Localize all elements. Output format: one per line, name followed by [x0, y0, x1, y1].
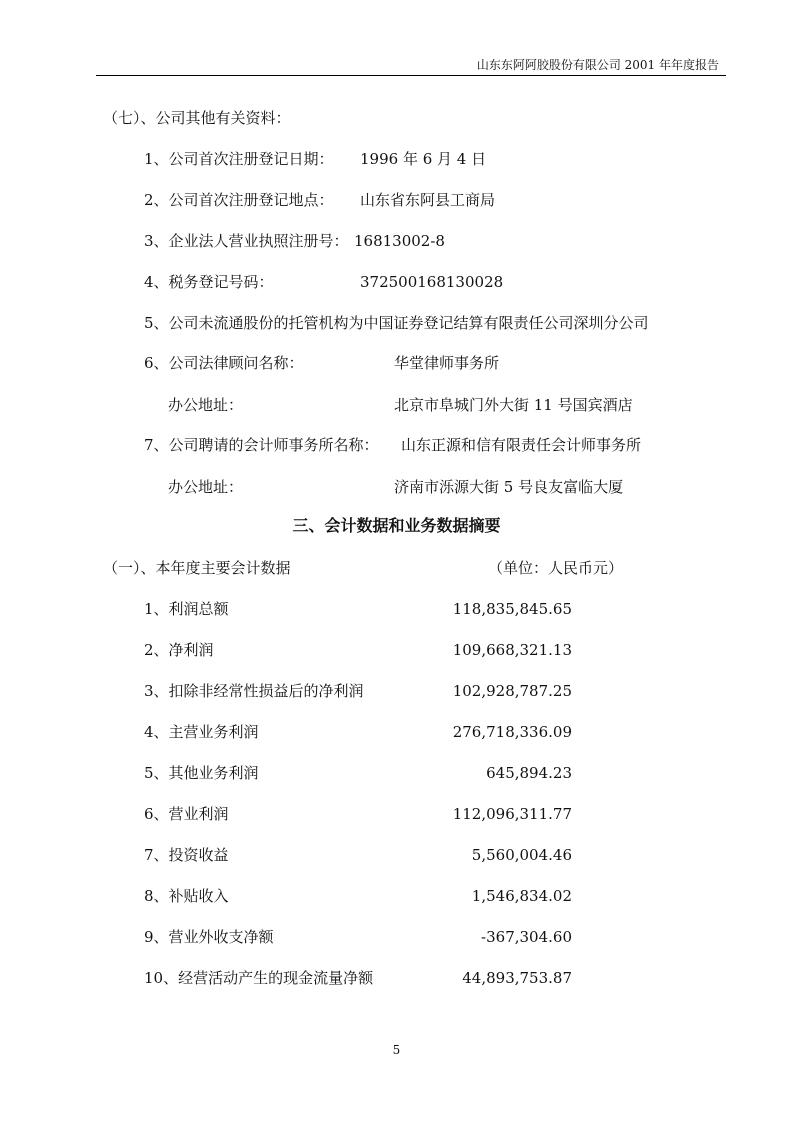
info-value-accounting-firm-address: 济南市泺源大街 5 号良友富临大厦 [394, 478, 624, 496]
data-value-operating-cash-flow: 44,893,753.87 [462, 969, 572, 987]
data-label-subsidy-income: 8、补贴收入 [144, 887, 229, 905]
info-value-accounting-firm: 山东正源和信有限责任会计师事务所 [401, 436, 642, 454]
data-value-investment-income: 5,560,004.46 [471, 846, 572, 864]
info-value-registration-date: 1996 年 6 月 4 日 [360, 150, 487, 168]
data-label-operating-profit: 6、营业利润 [144, 805, 229, 823]
data-value-total-profit: 118,835,845.65 [452, 600, 572, 618]
info-label-accounting-firm: 7、公司聘请的会计师事务所名称： [144, 436, 379, 454]
section-3-subheading: （一）、本年度主要会计数据 [103, 559, 291, 577]
data-value-adjusted-net-profit: 102,928,787.25 [452, 682, 572, 700]
data-value-net-profit: 109,668,321.13 [452, 641, 572, 659]
info-label-legal-advisor-address: 办公地址： [168, 396, 244, 414]
data-value-subsidy-income: 1,546,834.02 [471, 887, 572, 905]
data-value-main-business-profit: 276,718,336.09 [452, 723, 572, 741]
data-label-operating-cash-flow: 10、经营活动产生的现金流量净额 [144, 969, 374, 987]
data-label-net-profit: 2、净利润 [144, 641, 214, 659]
data-label-other-business-profit: 5、其他业务利润 [144, 764, 259, 782]
info-label-registration-place: 2、公司首次注册登记地点： [144, 191, 334, 209]
data-value-other-business-profit: 645,894.23 [486, 764, 572, 782]
report-header-title: 山东东阿阿胶股份有限公司 2001 年年度报告 [476, 58, 719, 72]
currency-unit-note: （单位：人民币元） [488, 559, 624, 577]
header-divider [96, 75, 726, 76]
data-label-adjusted-net-profit: 3、扣除非经常性损益后的净利润 [144, 682, 364, 700]
info-custodian-statement: 5、公司未流通股份的托管机构为中国证券登记结算有限责任公司深圳分公司 [144, 314, 649, 332]
info-value-license-number: 16813002-8 [354, 232, 445, 250]
data-value-non-operating-net: -367,304.60 [481, 928, 572, 946]
info-value-registration-place: 山东省东阿县工商局 [360, 191, 496, 209]
info-label-license-number: 3、企业法人营业执照注册号： [144, 232, 349, 250]
section-7-heading: （七）、公司其他有关资料： [103, 109, 291, 127]
info-label-legal-advisor: 6、公司法律顾问名称： [144, 354, 304, 372]
page-number: 5 [392, 1043, 401, 1057]
info-label-registration-date: 1、公司首次注册登记日期： [144, 150, 334, 168]
info-value-legal-advisor: 华堂律师事务所 [394, 354, 500, 372]
data-label-main-business-profit: 4、主营业务利润 [144, 723, 259, 741]
info-label-tax-number: 4、税务登记号码： [144, 273, 274, 291]
info-label-accounting-firm-address: 办公地址： [168, 478, 244, 496]
info-value-tax-number: 372500168130028 [360, 273, 504, 291]
info-value-legal-advisor-address: 北京市阜城门外大街 11 号国宾酒店 [394, 396, 633, 414]
section-3-title: 三、会计数据和业务数据摘要 [292, 516, 501, 535]
data-label-investment-income: 7、投资收益 [144, 846, 229, 864]
data-value-operating-profit: 112,096,311.77 [452, 805, 572, 823]
data-label-non-operating-net: 9、营业外收支净额 [144, 928, 274, 946]
data-label-total-profit: 1、利润总额 [144, 600, 229, 618]
